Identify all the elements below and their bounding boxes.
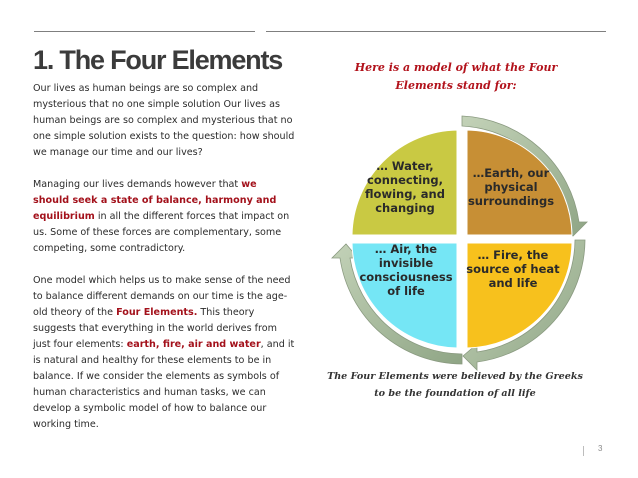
p3-text-a: One model which helps us to make sense of the need to balance different demands on our time is the age-old theory of the [33,275,291,318]
air-label: … Air, the invisible consciousness of life [359,242,453,298]
fire-label: … Fire, the source of heat and life [466,248,560,290]
p3-text-b: This theory suggests that everything in the world derives from just four elements: [33,307,277,350]
p2-text-b: in all the different forces that impact on us. Some of these forces are complementary, some competing, some contradictory. [33,211,290,254]
page-number: 3 [598,444,603,453]
intro-paragraph-1: Our lives as human beings are so complex and mysterious that no one simple solution Our lives as human beings are so complex and mysterious that no one simple solution exists to the question: how should we manage our time and our lives? [33,83,295,158]
earth-label: …Earth, our physical surroundings [467,166,555,208]
elements-circle-svg [317,110,607,370]
intro-text [33,81,295,449]
page-divider [583,446,584,456]
top-rule-right [266,31,606,32]
diagram-caption-bottom: The Four Elements were believed by the Greeks to be the foundation of all life [327,371,583,399]
p2-text-a: Managing our lives demands however that [33,179,242,190]
diagram-caption-top: Here is a model of what the Four Elements stand for: [354,61,558,92]
elements-list-highlight: earth, fire, air and water [126,339,261,350]
p3-text-c: , and it is natural and healthy for these elements to be in balance. If we consider the elements as symbols of human characteristics and human tasks, we can develop a symbolic model of how to balance our working time. [33,339,295,430]
water-label: … Water, connecting, flowing, and changing [365,159,445,215]
top-rule-left [34,31,255,32]
slide-title: 1. The Four Elements [33,45,283,75]
intro-paragraph-2 [33,177,295,257]
intro-paragraph-3 [33,273,295,433]
balance-highlight: we should seek a state of balance, harmony and equilibrium [33,179,277,222]
four-elements-highlight: Four Elements. [116,307,198,318]
four-elements-diagram [317,110,607,370]
